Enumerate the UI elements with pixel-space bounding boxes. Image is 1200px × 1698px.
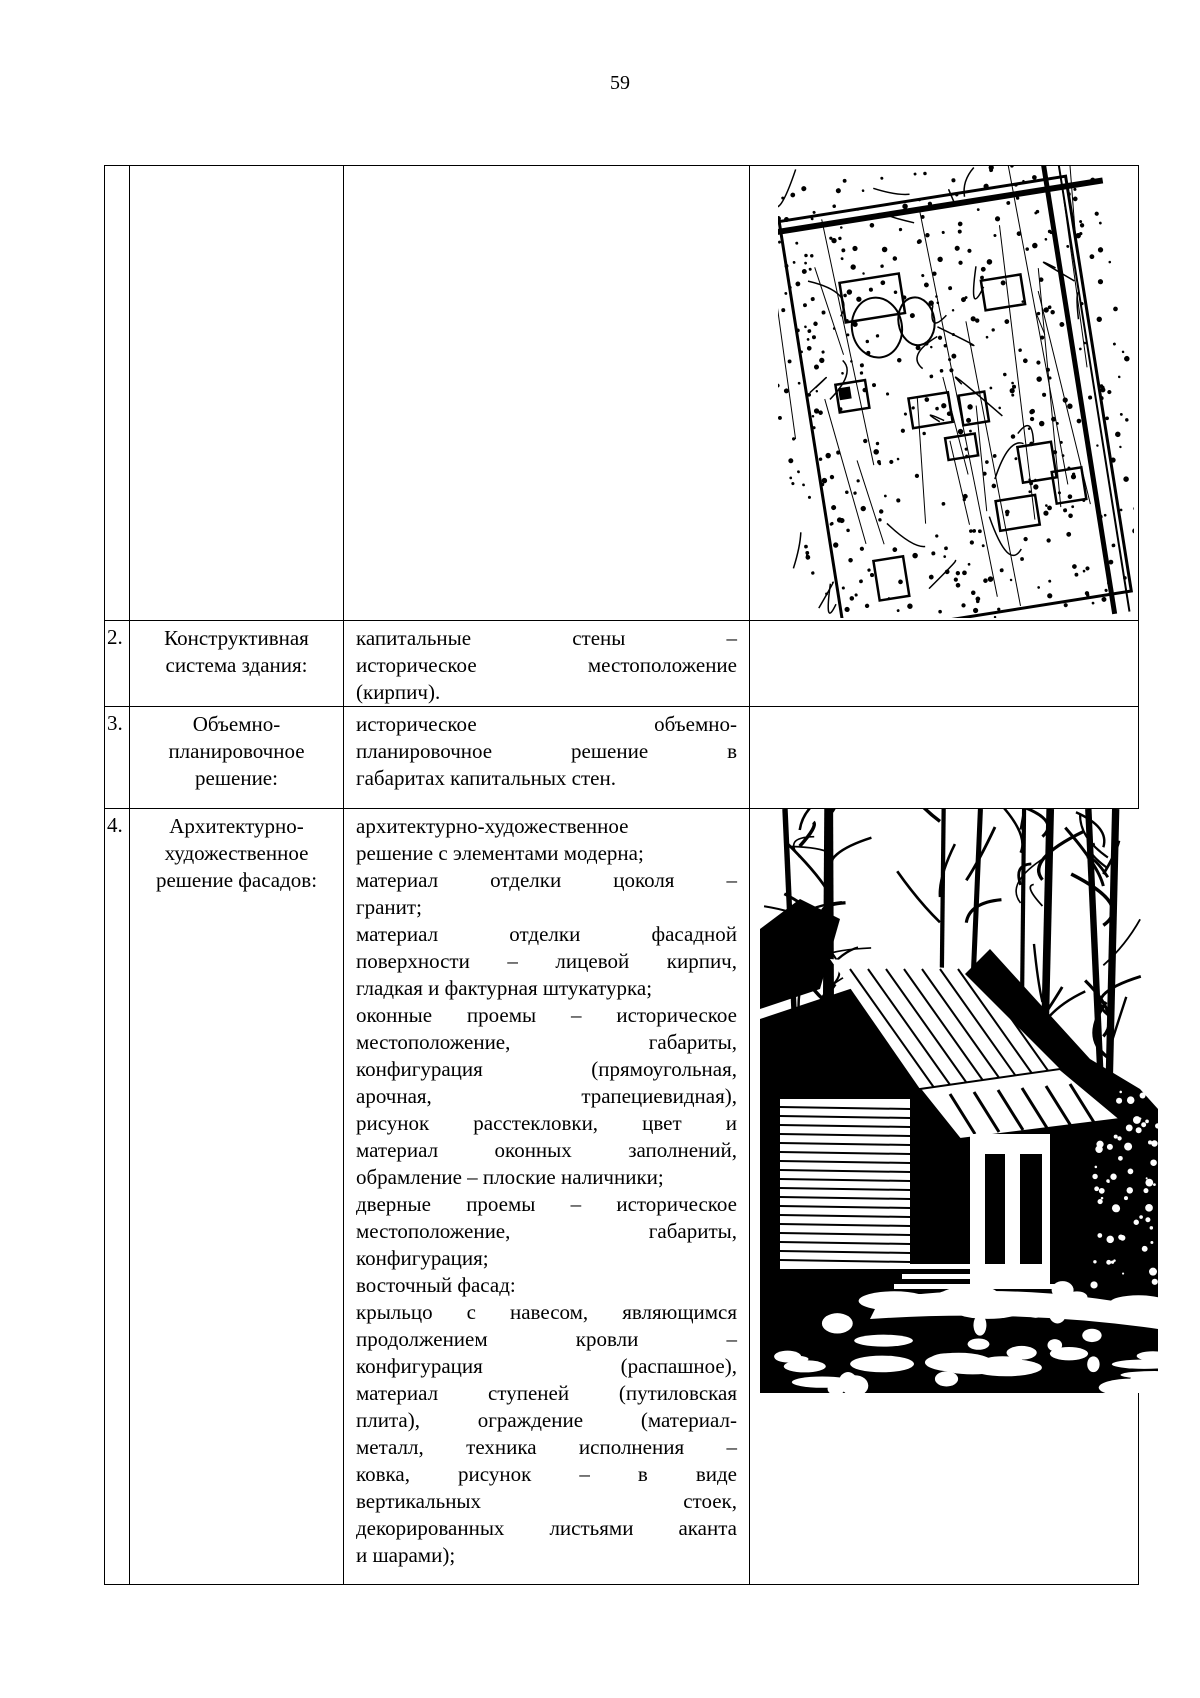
empty-image-cell bbox=[750, 707, 1139, 809]
description-line: планировочное решение в bbox=[356, 739, 737, 763]
description-line: конфигурация (распашное), bbox=[356, 1354, 737, 1378]
description-line: и шарами); bbox=[356, 1543, 456, 1567]
description-line: конфигурация (прямоугольная, bbox=[356, 1057, 737, 1081]
description-line: конфигурация; bbox=[356, 1246, 489, 1270]
description-line: вертикальных стоек, bbox=[356, 1489, 737, 1513]
description-line: дверные проемы – историческое bbox=[356, 1192, 737, 1216]
description-line: материал оконных заполнений, bbox=[356, 1138, 737, 1162]
table-row bbox=[105, 621, 1139, 707]
row-name-line: решение фасадов: bbox=[155, 868, 318, 892]
description-line: материал ступеней (путиловская bbox=[356, 1381, 737, 1405]
description-line: историческое местоположение bbox=[356, 653, 737, 677]
building-photo-cell bbox=[750, 809, 1139, 1585]
description-line: капитальные стены – bbox=[356, 626, 737, 650]
description-line: историческое объемно- bbox=[356, 712, 737, 736]
description-line: гладкая и фактурная штукатурка; bbox=[356, 976, 653, 1000]
row-name bbox=[130, 166, 344, 621]
description-line: поверхности – лицевой кирпич, bbox=[356, 949, 737, 973]
row-description bbox=[344, 166, 750, 621]
row-name-line: Объемно- bbox=[192, 712, 281, 736]
row-description bbox=[344, 809, 750, 1585]
row-number: 4. bbox=[105, 809, 130, 1585]
row-number: 2. bbox=[105, 621, 130, 707]
description-line: металл, техника исполнения – bbox=[356, 1435, 737, 1459]
site-plan-map-graphic bbox=[778, 166, 1134, 618]
table-row bbox=[105, 166, 1139, 621]
site-plan-cell bbox=[750, 166, 1139, 621]
empty-image-cell bbox=[750, 621, 1139, 707]
description-line: материал отделки фасадной bbox=[356, 922, 737, 946]
row-number bbox=[105, 166, 130, 621]
description-line: местоположение, габариты, bbox=[356, 1030, 737, 1054]
description-line: оконные проемы – историческое bbox=[356, 1003, 737, 1027]
description-line: обрамление – плоские наличники; bbox=[356, 1165, 664, 1189]
row-name bbox=[130, 809, 344, 1585]
site-plan-map bbox=[778, 166, 1134, 618]
table-row bbox=[105, 809, 1139, 1585]
row-name-line: планировочное bbox=[168, 739, 305, 763]
building-photo-graphic bbox=[760, 809, 1158, 1393]
table-row bbox=[105, 707, 1139, 809]
row-name-line: Архитектурно- bbox=[169, 814, 304, 838]
description-line: местоположение, габариты, bbox=[356, 1219, 737, 1243]
description-line: архитектурно-художественное bbox=[356, 814, 629, 838]
description-line: габаритах капитальных стен. bbox=[356, 766, 616, 790]
row-number: 3. bbox=[105, 707, 130, 809]
row-description bbox=[344, 707, 750, 809]
description-line: материал отделки цоколя – bbox=[356, 868, 737, 892]
row-name-line: Конструктивная bbox=[164, 626, 309, 650]
description-line: продолжением кровли – bbox=[356, 1327, 737, 1351]
description-line: декорированных листьями аканта bbox=[356, 1516, 737, 1540]
row-name-line: система здания: bbox=[165, 653, 308, 677]
monument-description-table bbox=[104, 165, 1139, 1585]
description-line: гранит; bbox=[356, 895, 422, 919]
description-line: восточный фасад: bbox=[356, 1273, 516, 1297]
description-line: плита), ограждение (материал- bbox=[356, 1408, 737, 1432]
description-line: (кирпич). bbox=[356, 680, 441, 704]
row-name bbox=[130, 707, 344, 809]
description-line: арочная, трапециевидная), bbox=[356, 1084, 737, 1108]
page-number: 59 bbox=[610, 72, 630, 94]
row-description bbox=[344, 621, 750, 707]
description-line: ковка, рисунок – в виде bbox=[356, 1462, 737, 1486]
row-name bbox=[130, 621, 344, 707]
building-photo bbox=[760, 809, 1158, 1393]
row-name-line: художественное bbox=[164, 841, 309, 865]
description-line: крыльцо с навесом, являющимся bbox=[356, 1300, 737, 1324]
description-line: решение с элементами модерна; bbox=[356, 841, 644, 865]
row-name-line: решение: bbox=[195, 766, 278, 790]
description-line: рисунок расстекловки, цвет и bbox=[356, 1111, 737, 1135]
